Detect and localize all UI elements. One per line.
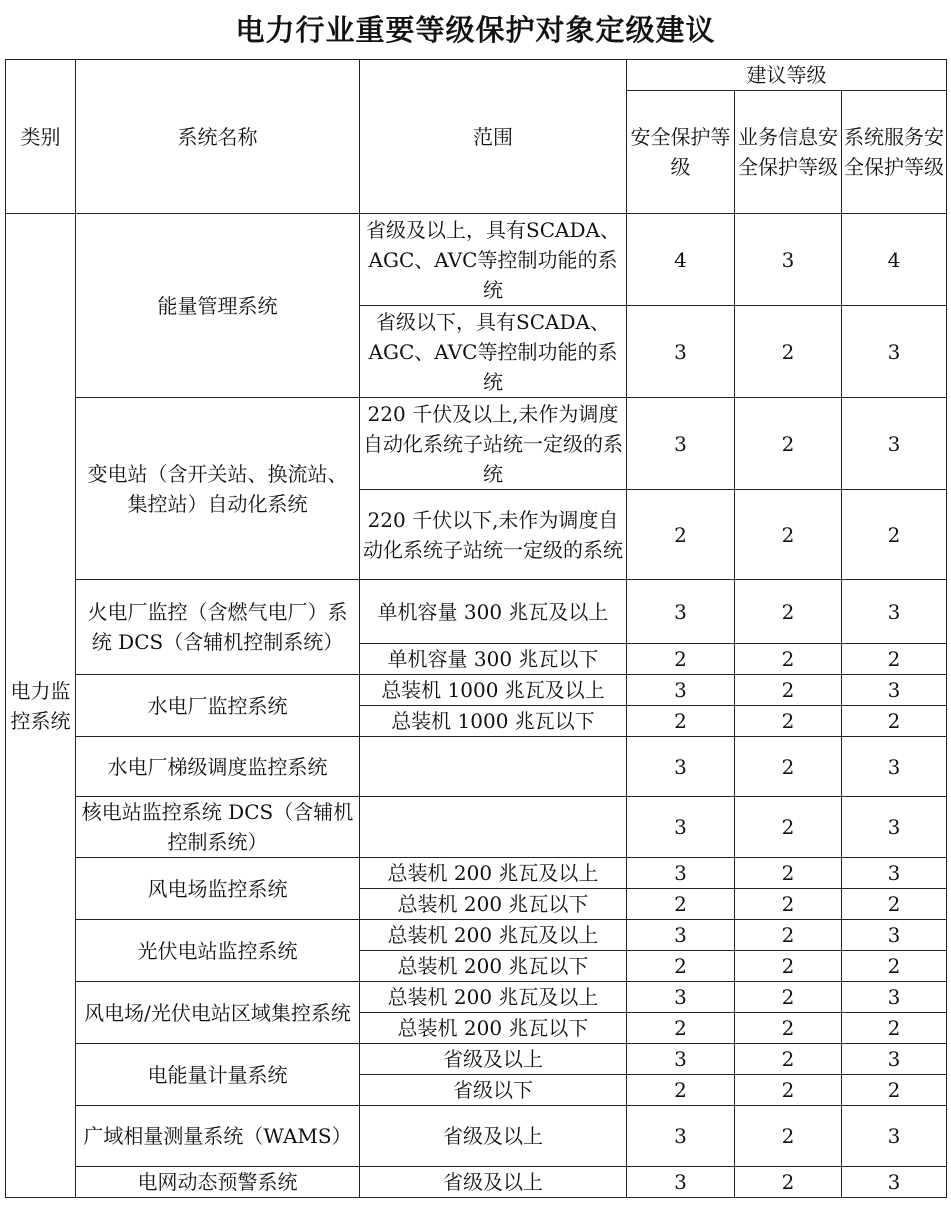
header-category: 类别 xyxy=(6,60,76,214)
range-cell: 总装机 200 兆瓦及以上 xyxy=(360,920,627,951)
system-name-cell: 能量管理系统 xyxy=(76,214,360,398)
security-level-cell: 3 xyxy=(627,920,735,951)
header-advice-group: 建议等级 xyxy=(627,60,947,91)
service-level-cell: 3 xyxy=(842,1167,947,1198)
service-level-cell: 3 xyxy=(842,858,947,889)
range-cell: 220 千伏及以上,未作为调度自动化系统子站统一定级的系统 xyxy=(360,398,627,490)
system-name-cell: 水电厂梯级调度监控系统 xyxy=(76,737,360,797)
business-level-cell: 2 xyxy=(735,644,842,675)
range-cell: 总装机 200 兆瓦以下 xyxy=(360,951,627,982)
security-level-cell: 4 xyxy=(627,214,735,306)
system-name-cell: 火电厂监控（含燃气电厂）系统 DCS（含辅机控制系统） xyxy=(76,580,360,675)
security-level-cell: 3 xyxy=(627,858,735,889)
business-level-cell: 3 xyxy=(735,214,842,306)
business-level-cell: 2 xyxy=(735,306,842,398)
system-name-cell: 风电场监控系统 xyxy=(76,858,360,920)
service-level-cell: 2 xyxy=(842,1013,947,1044)
security-level-cell: 2 xyxy=(627,644,735,675)
range-cell: 省级以下，具有SCADA、AGC、AVC等控制功能的系统 xyxy=(360,306,627,398)
service-level-cell: 3 xyxy=(842,1106,947,1167)
service-level-cell: 3 xyxy=(842,982,947,1013)
business-level-cell: 2 xyxy=(735,675,842,706)
security-level-cell: 3 xyxy=(627,675,735,706)
table-row xyxy=(6,737,947,797)
range-cell: 省级及以上 xyxy=(360,1044,627,1075)
service-level-cell: 3 xyxy=(842,920,947,951)
header-service-level: 系统服务安全保护等级 xyxy=(842,91,947,214)
table-row xyxy=(6,214,947,306)
business-level-cell: 2 xyxy=(735,797,842,858)
range-cell: 总装机 200 兆瓦以下 xyxy=(360,1013,627,1044)
system-name-cell: 风电场/光伏电站区域集控系统 xyxy=(76,982,360,1044)
range-cell: 总装机 1000 兆瓦及以上 xyxy=(360,675,627,706)
service-level-cell: 2 xyxy=(842,706,947,737)
security-level-cell: 2 xyxy=(627,951,735,982)
business-level-cell: 2 xyxy=(735,706,842,737)
header-range: 范围 xyxy=(360,60,627,214)
security-level-cell: 2 xyxy=(627,889,735,920)
range-cell xyxy=(360,737,627,797)
range-cell: 总装机 200 兆瓦及以上 xyxy=(360,858,627,889)
table-row xyxy=(6,858,947,889)
system-name-cell: 光伏电站监控系统 xyxy=(76,920,360,982)
business-level-cell: 2 xyxy=(735,398,842,490)
business-level-cell: 2 xyxy=(735,1044,842,1075)
security-level-cell: 2 xyxy=(627,1013,735,1044)
business-level-cell: 2 xyxy=(735,889,842,920)
service-level-cell: 2 xyxy=(842,951,947,982)
security-level-cell: 2 xyxy=(627,490,735,580)
service-level-cell: 2 xyxy=(842,490,947,580)
range-cell: 省级及以上 xyxy=(360,1167,627,1198)
service-level-cell: 3 xyxy=(842,797,947,858)
service-level-cell: 3 xyxy=(842,675,947,706)
table-row xyxy=(6,797,947,858)
security-level-cell: 3 xyxy=(627,737,735,797)
range-cell: 总装机 200 兆瓦以下 xyxy=(360,889,627,920)
header-row-top xyxy=(6,60,947,91)
range-cell: 省级及以上，具有SCADA、AGC、AVC等控制功能的系统 xyxy=(360,214,627,306)
business-level-cell: 2 xyxy=(735,1106,842,1167)
service-level-cell: 3 xyxy=(842,398,947,490)
service-level-cell: 3 xyxy=(842,580,947,644)
range-cell: 总装机 1000 兆瓦以下 xyxy=(360,706,627,737)
system-name-cell: 变电站（含开关站、换流站、集控站）自动化系统 xyxy=(76,398,360,580)
security-level-cell: 2 xyxy=(627,1075,735,1106)
system-name-cell: 广域相量测量系统（WAMS） xyxy=(76,1106,360,1167)
header-security-level: 安全保护等级 xyxy=(627,91,735,214)
security-level-cell: 2 xyxy=(627,706,735,737)
business-level-cell: 2 xyxy=(735,490,842,580)
security-level-cell: 3 xyxy=(627,1044,735,1075)
security-level-cell: 3 xyxy=(627,797,735,858)
business-level-cell: 2 xyxy=(735,737,842,797)
table-row xyxy=(6,1106,947,1167)
service-level-cell: 4 xyxy=(842,214,947,306)
table-row xyxy=(6,982,947,1013)
business-level-cell: 2 xyxy=(735,858,842,889)
range-cell: 220 千伏以下,未作为调度自动化系统子站统一定级的系统 xyxy=(360,490,627,580)
business-level-cell: 2 xyxy=(735,982,842,1013)
range-cell: 省级以下 xyxy=(360,1075,627,1106)
system-name-cell: 电能量计量系统 xyxy=(76,1044,360,1106)
security-level-cell: 3 xyxy=(627,306,735,398)
security-level-cell: 3 xyxy=(627,580,735,644)
business-level-cell: 2 xyxy=(735,1075,842,1106)
table-row xyxy=(6,675,947,706)
business-level-cell: 2 xyxy=(735,580,842,644)
security-level-cell: 3 xyxy=(627,982,735,1013)
security-level-cell: 3 xyxy=(627,1167,735,1198)
range-cell xyxy=(360,797,627,858)
service-level-cell: 2 xyxy=(842,1075,947,1106)
service-level-cell: 3 xyxy=(842,737,947,797)
security-level-cell: 3 xyxy=(627,1106,735,1167)
grading-table xyxy=(5,59,947,1198)
document-title: 电力行业重要等级保护对象定级建议 xyxy=(235,13,716,47)
table-row xyxy=(6,398,947,490)
range-cell: 省级及以上 xyxy=(360,1106,627,1167)
table-row xyxy=(6,1167,947,1198)
service-level-cell: 3 xyxy=(842,306,947,398)
table-row xyxy=(6,920,947,951)
service-level-cell: 2 xyxy=(842,889,947,920)
business-level-cell: 2 xyxy=(735,951,842,982)
security-level-cell: 3 xyxy=(627,398,735,490)
header-system-name: 系统名称 xyxy=(76,60,360,214)
business-level-cell: 2 xyxy=(735,1013,842,1044)
system-name-cell: 水电厂监控系统 xyxy=(76,675,360,737)
header-business-level: 业务信息安全保护等级 xyxy=(735,91,842,214)
range-cell: 总装机 200 兆瓦及以上 xyxy=(360,982,627,1013)
table-row xyxy=(6,580,947,644)
category-cell: 电力监控系统 xyxy=(6,214,76,1198)
system-name-cell: 电网动态预警系统 xyxy=(76,1167,360,1198)
business-level-cell: 2 xyxy=(735,920,842,951)
range-cell: 单机容量 300 兆瓦及以上 xyxy=(360,580,627,644)
service-level-cell: 2 xyxy=(842,644,947,675)
range-cell: 单机容量 300 兆瓦以下 xyxy=(360,644,627,675)
business-level-cell: 2 xyxy=(735,1167,842,1198)
system-name-cell: 核电站监控系统 DCS（含辅机控制系统） xyxy=(76,797,360,858)
service-level-cell: 3 xyxy=(842,1044,947,1075)
table-row xyxy=(6,1044,947,1075)
